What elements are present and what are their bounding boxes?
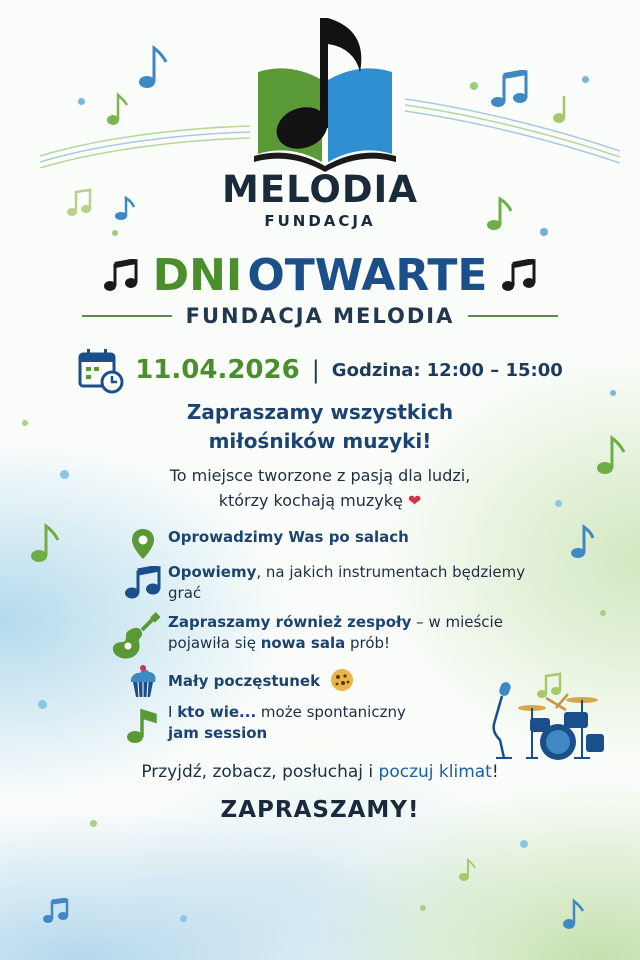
feature-item	[168, 527, 528, 548]
feature-item	[168, 702, 528, 744]
subtitle-row	[0, 304, 640, 328]
feature-text: Oprowadzimy Was po salach	[168, 528, 409, 546]
feature-item	[168, 668, 528, 692]
decor-dot	[470, 82, 478, 90]
feature-bold: Opowiemy	[168, 563, 257, 581]
music-note-icon	[562, 898, 586, 930]
invite-line: Zapraszamy wszystkich	[186, 400, 454, 424]
decor-dot	[582, 76, 589, 83]
guitar-icon	[108, 612, 160, 664]
feature-text: , na jakich instrumentach będziemy grać	[168, 563, 526, 602]
decor-dot	[420, 905, 426, 911]
time-label: Godzina:	[331, 359, 421, 381]
feature-bold: kto wie...	[177, 703, 257, 721]
feature-item	[168, 612, 528, 654]
feature-item	[168, 562, 528, 604]
music-note-icon	[126, 708, 158, 744]
calendar-clock-icon	[77, 346, 125, 394]
music-note-icon	[30, 522, 60, 564]
music-note-icon	[138, 44, 168, 90]
staff-lines-icon	[40, 118, 250, 168]
music-notes-icon	[124, 566, 162, 600]
feature-text: może spontaniczny	[256, 703, 406, 721]
divider	[468, 315, 558, 317]
brand-subtitle: FUNDACJA	[264, 212, 376, 230]
title-part-two: OTWARTE	[247, 250, 488, 301]
decor-dot	[38, 700, 47, 709]
intro-line: To miejsce tworzone z pasją dla ludzi,	[169, 466, 471, 485]
brand-name: MELODIA	[222, 168, 418, 211]
decor-dot	[180, 915, 187, 922]
closing-text: Przyjdź, zobacz, posłuchaj i	[141, 762, 379, 782]
closing-line	[0, 762, 640, 782]
music-notes-icon	[490, 70, 530, 110]
feature-text: prób!	[345, 634, 391, 652]
music-notes-icon	[501, 259, 537, 293]
cupcake-icon	[128, 664, 158, 698]
title-part-one: DNI	[152, 250, 243, 301]
date-row	[0, 346, 640, 394]
intro-text	[0, 463, 640, 513]
date-separator: |	[311, 356, 320, 384]
decor-dot	[600, 610, 606, 616]
music-note-icon	[552, 94, 574, 124]
event-title	[0, 250, 640, 301]
music-note-icon	[106, 92, 130, 126]
invite-headline	[0, 398, 640, 456]
event-subtitle: FUNDACJA MELODIA	[185, 304, 455, 328]
feature-text: – w mieście pojawiła się	[168, 613, 503, 652]
music-notes-icon	[42, 898, 70, 924]
closing-highlight: poczuj klimat	[378, 762, 492, 782]
feature-bold: nowa sala	[260, 634, 346, 652]
drum-kit-icon	[486, 678, 616, 768]
feature-bold: Zapraszamy również zespoły	[168, 613, 412, 631]
decor-dot	[112, 230, 118, 236]
intro-line: którzy kochają muzykę	[218, 491, 403, 510]
closing-text: !	[491, 762, 499, 782]
divider	[82, 315, 172, 317]
logo-icon	[250, 10, 400, 175]
decor-dot	[520, 840, 528, 848]
heart-icon: ❤	[407, 491, 422, 510]
cookie-icon	[329, 668, 355, 692]
location-pin-icon	[130, 528, 156, 560]
invite-line: miłośników muzyki!	[208, 429, 432, 453]
event-date: 11.04.2026	[135, 355, 300, 385]
feature-bold: Mały poczęstunek	[168, 672, 321, 690]
feature-bold: jam session	[168, 724, 268, 742]
music-note-icon	[458, 858, 478, 882]
music-note-icon	[570, 524, 596, 560]
time-value: 12:00 – 15:00	[426, 359, 563, 381]
music-notes-icon	[103, 259, 139, 293]
feature-text: I	[168, 703, 178, 721]
decor-dot	[78, 98, 85, 105]
final-invitation: ZAPRASZAMY!	[220, 797, 420, 823]
